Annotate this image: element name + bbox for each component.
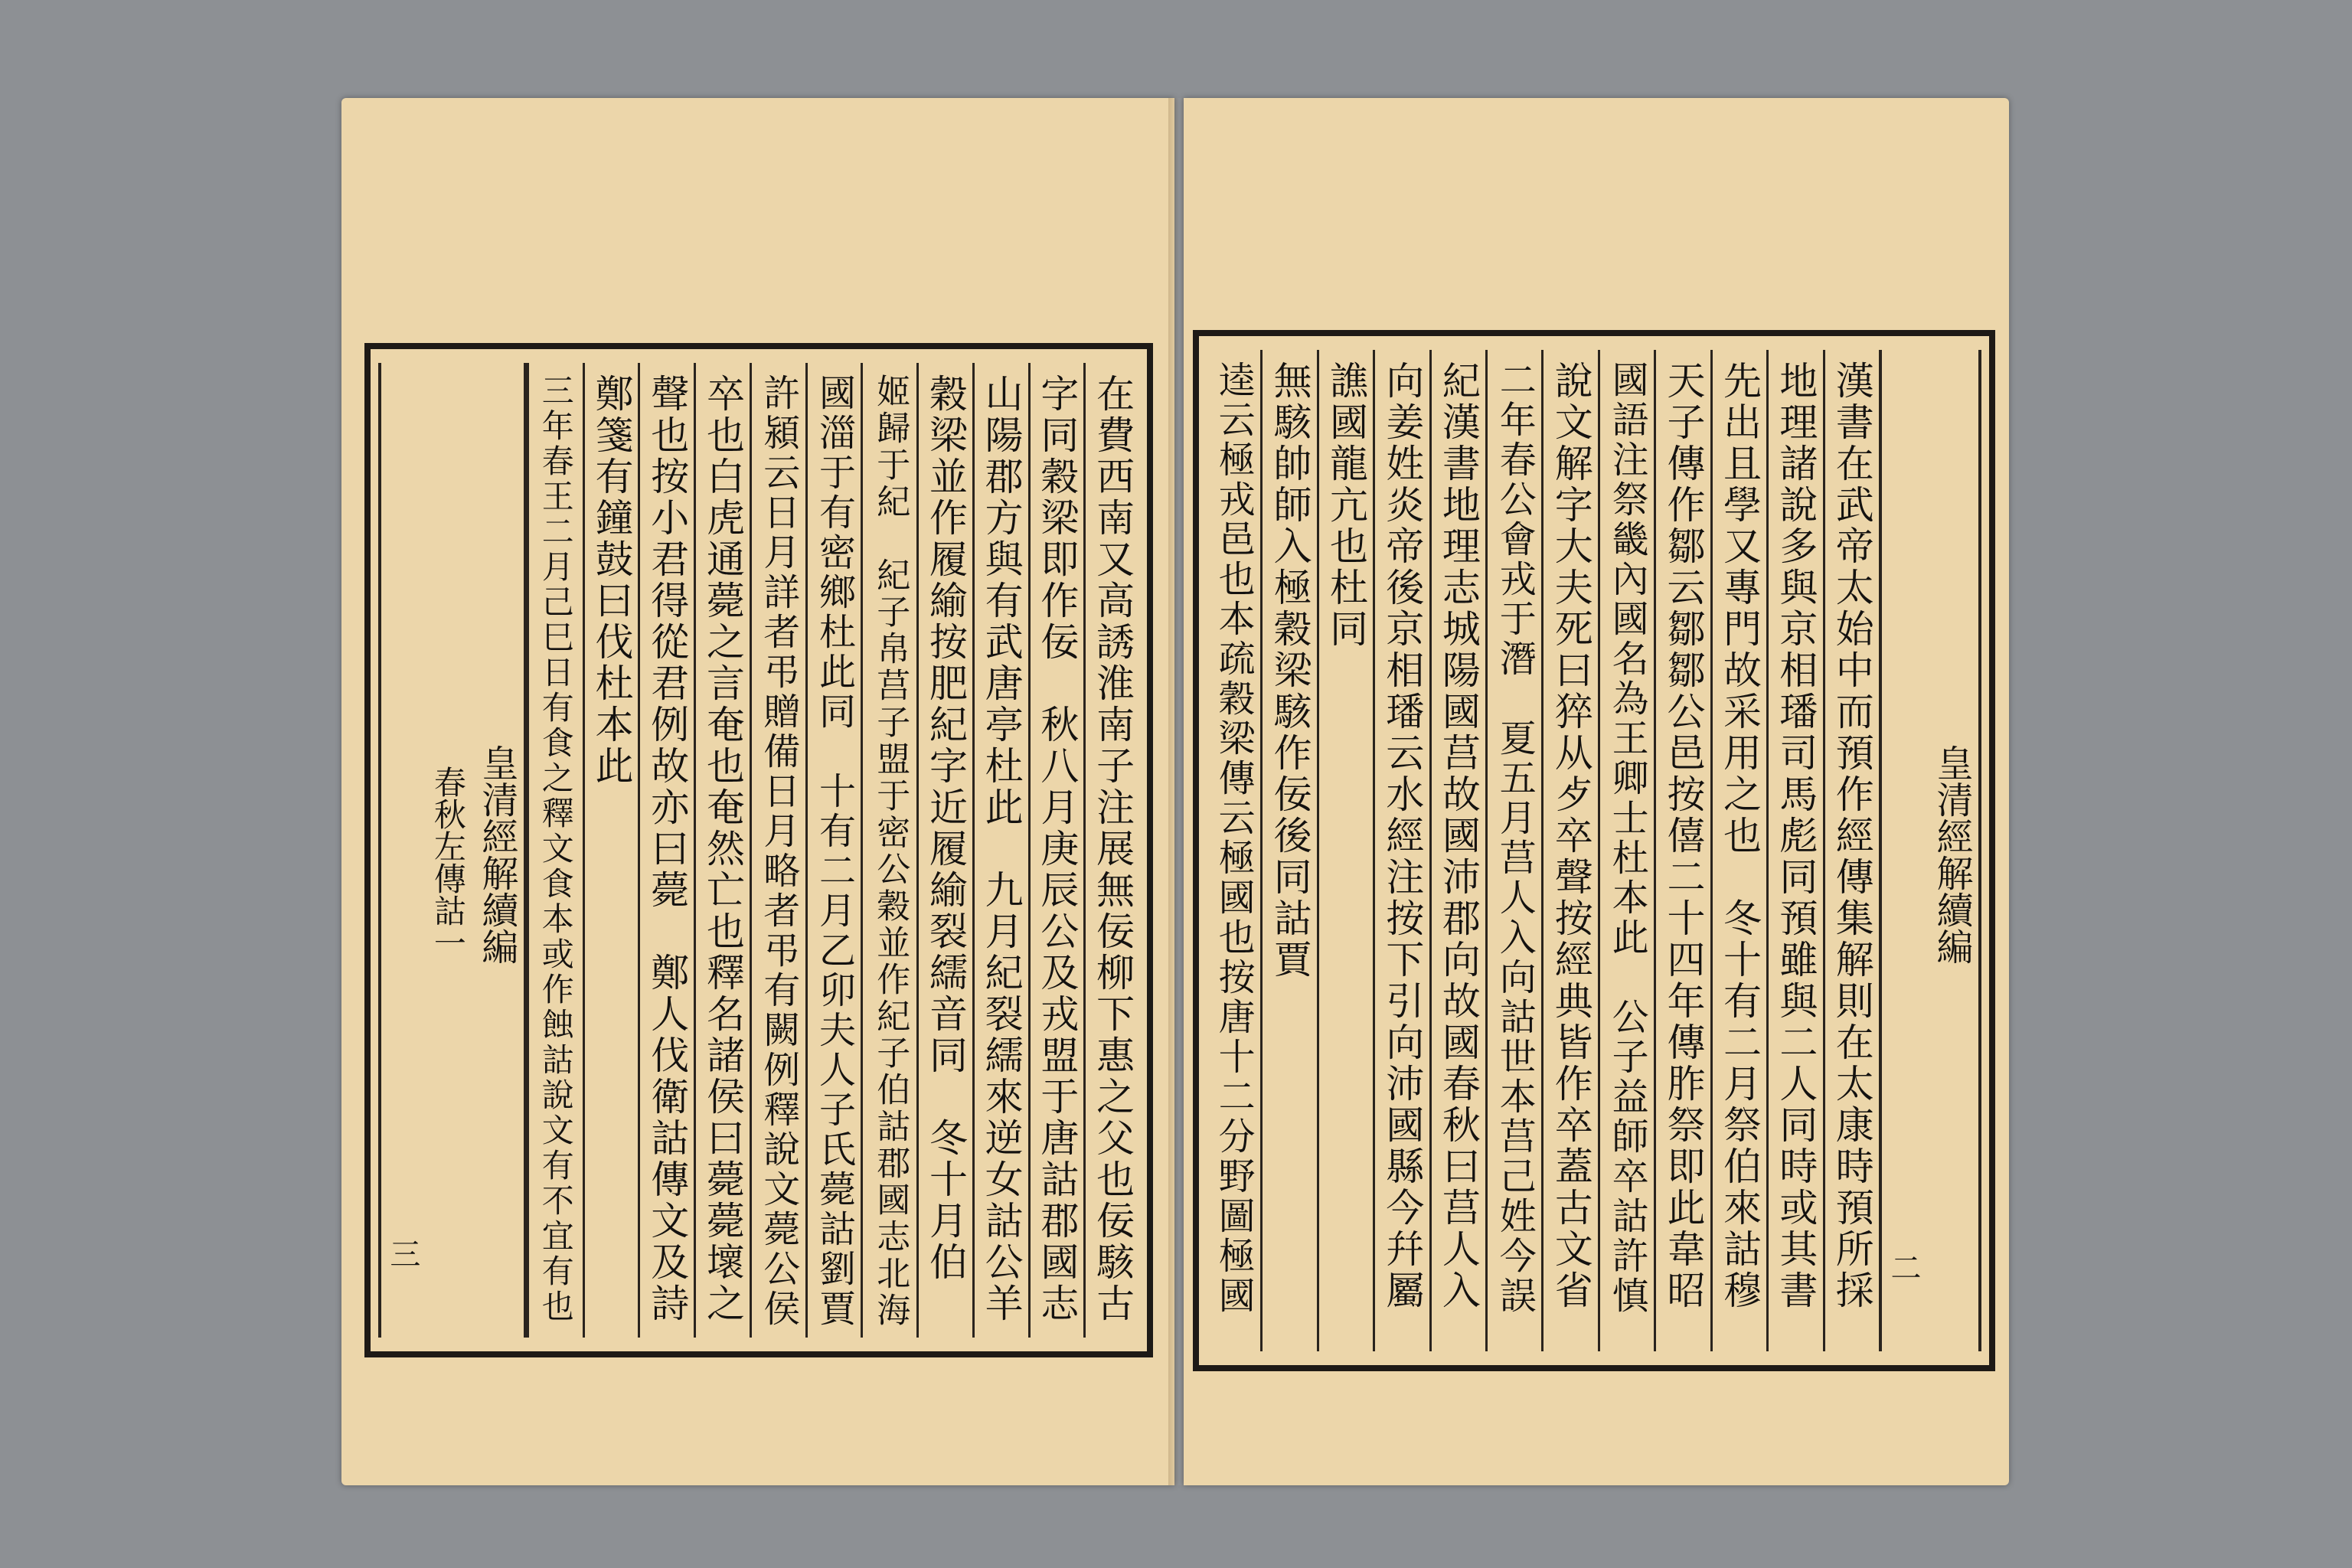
text-column: 國湽于有密鄉杜此同 十有二月乙卯夫人子氏薨詁劉賈 [805, 363, 861, 1338]
text-column: 無駭帥師入極穀梁駭作佞後同詁賈 [1260, 350, 1316, 1351]
right-page [1184, 98, 2009, 1485]
text-column: 卒也白虎通薨之言奄也奄然亡也釋名諸侯曰薨薨壞之 [694, 363, 750, 1338]
text-column: 鄭箋有鐘鼓曰伐杜本此 [583, 363, 639, 1338]
text-column: 先出且學又專門故采用之也 冬十有二月祭伯來詁穆 [1710, 350, 1766, 1351]
text-column: 向姜姓炎帝後京相璠云水經注按下引向沛國縣今幷屬 [1373, 350, 1429, 1351]
text-column: 天子傳作鄒云鄒鄒公邑按僖二十四年傳胙祭即此韋昭 [1654, 350, 1710, 1351]
left-columns [378, 363, 1139, 1338]
text-column: 聲也按小君得從君例故亦曰薨 鄭人伐衛詁傳文及詩 [638, 363, 694, 1338]
left-text-frame [364, 343, 1153, 1357]
text-column: 逵云極戎邑也本疏穀梁傳云極國也按唐十二分野圖極國 [1212, 361, 1256, 1316]
text-column: 二年春公會戎于潛 夏五月莒人入向詁世本莒己姓今誤 [1485, 350, 1541, 1351]
text-column: 山陽郡方與有武唐亭杜此 九月紀裂繻來逆女詁公羊 [972, 363, 1028, 1338]
text-column: 國語注祭畿內國名為王卿士杜本此 公子益師卒詁許慎 [1598, 350, 1654, 1351]
text-column: 譙國龍亢也杜同 [1317, 350, 1373, 1351]
banxin-title: 皇清經解續編 [1930, 744, 1973, 965]
text-column: 許潁云日月詳者弔贈備日月略者弔有闕例釋說文薨公侯 [750, 363, 805, 1338]
text-column: 漢書在武帝太始中而預作經傳集解則在太康時預所採 [1823, 350, 1879, 1351]
left-page [341, 98, 1174, 1485]
right-text-frame [1193, 330, 1995, 1371]
leaf-number: 三 [384, 1238, 420, 1269]
text-column: 三年春王二月己巳日有食之釋文食本或作蝕詁說文有不宜有也 [527, 363, 583, 1338]
text-column: 紀漢書地理志城陽國莒故國沛郡向故國春秋曰莒人入 [1429, 350, 1485, 1351]
banxin-title: 皇清經解續編 [475, 743, 518, 965]
text-column: 在費西南又高誘淮南子注展無佞柳下惠之父也佞駭古 [1083, 363, 1139, 1338]
right-columns [1207, 350, 1981, 1351]
text-column: 地理諸說多與京相璠司馬彪同預雖與二人同時或其書 [1766, 350, 1822, 1351]
text-column: 說文解字大夫死曰猝从歺卒聲按經典皆作卒蓋古文省 [1541, 350, 1597, 1351]
leaf-number: 二 [1886, 1252, 1921, 1282]
text-column: 姬歸于紀 紀子帛莒子盟于密公穀並作紀子伯詁郡國志北海 [861, 363, 916, 1338]
banxin-left [378, 363, 527, 1338]
banxin-right [1879, 350, 1981, 1351]
banxin-subtitle: 春秋左傳詁一 [429, 765, 467, 959]
text-column: 字同穀梁即作佞 秋八月庚辰公及戎盟于唐詁郡國志 [1028, 363, 1084, 1338]
text-column: 穀梁並作履緰按肥紀字近履緰裂繻音同 冬十月伯 [916, 363, 972, 1338]
